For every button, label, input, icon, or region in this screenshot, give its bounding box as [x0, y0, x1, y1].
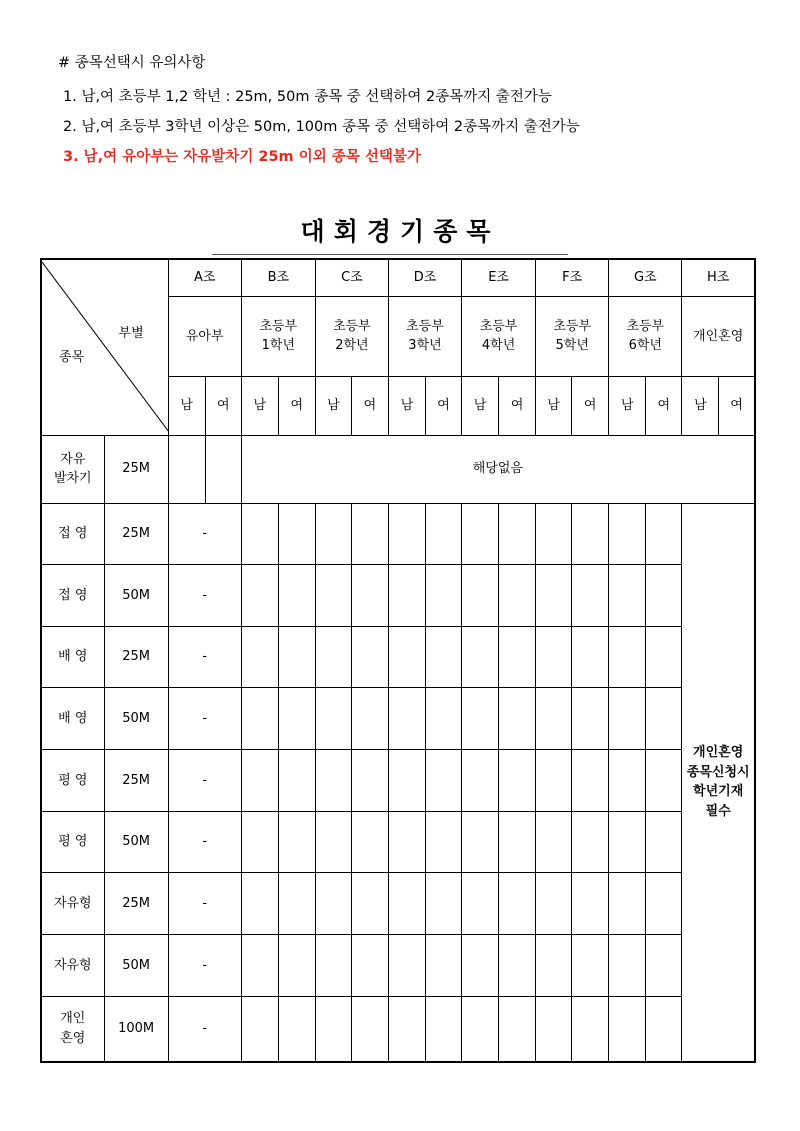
- table-row: [41, 565, 755, 627]
- entry-cell: [205, 435, 241, 503]
- entry-cell: [388, 996, 425, 1062]
- entry-cell: [609, 996, 646, 1062]
- dash-cell: -: [168, 750, 241, 812]
- entry-cell: [241, 565, 278, 627]
- entry-cell: [462, 503, 499, 565]
- entry-cell: [351, 750, 388, 812]
- division-header: [168, 296, 241, 376]
- note-item-warning: 3. 남,여 유아부는 자유발차기 25m 이외 종목 선택불가: [63, 149, 421, 165]
- entry-cell: [388, 503, 425, 565]
- entry-cell: [278, 565, 315, 627]
- entry-cell: [278, 750, 315, 812]
- entry-cell: [609, 626, 646, 688]
- event-distance: 50M: [104, 934, 168, 996]
- entry-cell: [646, 811, 682, 873]
- entry-cell: [351, 873, 388, 935]
- gender-male: 남: [536, 376, 572, 435]
- entry-cell: [462, 626, 499, 688]
- gender-female: 여: [205, 376, 241, 435]
- event-name: [41, 565, 104, 627]
- entry-cell: [241, 688, 278, 750]
- dash-cell: -: [168, 873, 241, 935]
- event-distance: 25M: [104, 503, 168, 565]
- entry-cell: [499, 626, 536, 688]
- group-header: H조: [682, 259, 755, 296]
- event-name-line2: 혼영: [60, 1030, 86, 1046]
- entry-cell: [315, 565, 351, 627]
- table-row: [41, 934, 755, 996]
- entry-cell: [536, 811, 572, 873]
- division-grade: 5학년: [555, 338, 589, 354]
- entry-cell: [351, 503, 388, 565]
- entry-cell: [572, 565, 609, 627]
- event-name: [41, 503, 104, 565]
- entry-cell: [609, 688, 646, 750]
- title-underline: [212, 254, 568, 255]
- entry-cell: [241, 811, 278, 873]
- division-header: [462, 296, 536, 376]
- table-row: [41, 626, 755, 688]
- entry-cell: [241, 750, 278, 812]
- medley-note-cell: [682, 503, 755, 1062]
- entry-cell: [572, 873, 609, 935]
- entry-cell: [241, 503, 278, 565]
- dash-cell: -: [168, 811, 241, 873]
- event-name: [41, 750, 104, 812]
- entry-cell: [388, 565, 425, 627]
- division-grade: 1학년: [261, 338, 295, 354]
- division-axis-label: 부별: [118, 326, 144, 342]
- notes-heading: # 종목선택시 유의사항: [58, 55, 206, 71]
- entry-cell: [499, 565, 536, 627]
- group-header: B조: [241, 259, 315, 296]
- division-header: [388, 296, 461, 376]
- entry-cell: [536, 934, 572, 996]
- entry-cell: [462, 873, 499, 935]
- entry-cell: [315, 503, 351, 565]
- note-item: 2. 남,여 초등부 3학년 이상은 50m, 100m 종목 중 선택하여 2종목까지 출전가능: [63, 119, 580, 135]
- entry-cell: [351, 811, 388, 873]
- event-name-line1: 배 영: [58, 710, 88, 726]
- table-row: [41, 688, 755, 750]
- entry-cell: [536, 565, 572, 627]
- event-distance: 25M: [104, 435, 168, 503]
- division-label: 유아부: [185, 328, 224, 344]
- event-distance: 50M: [104, 565, 168, 627]
- event-name-line1: 접 영: [58, 526, 88, 542]
- gender-female: 여: [278, 376, 315, 435]
- entry-cell: [536, 996, 572, 1062]
- entry-cell: [499, 873, 536, 935]
- gender-male: 남: [682, 376, 719, 435]
- entry-cell: [315, 996, 351, 1062]
- event-name-line1: 접 영: [58, 587, 88, 603]
- entry-cell: [351, 934, 388, 996]
- gender-male: 남: [168, 376, 205, 435]
- entry-cell: [536, 503, 572, 565]
- division-label: 초등부: [479, 318, 518, 334]
- division-label: 초등부: [626, 318, 665, 334]
- gender-female: 여: [499, 376, 536, 435]
- entry-cell: [278, 934, 315, 996]
- entry-cell: [388, 626, 425, 688]
- table-row: [41, 435, 755, 503]
- table-row: [41, 503, 755, 565]
- entry-cell: [499, 996, 536, 1062]
- event-name: [41, 996, 104, 1062]
- entry-cell: [462, 688, 499, 750]
- note-item: 1. 남,여 초등부 1,2 학년 : 25m, 50m 종목 중 선택하여 2종목까지 출전가능: [63, 89, 552, 105]
- entry-cell: [646, 750, 682, 812]
- entry-cell: [388, 934, 425, 996]
- entry-cell: [426, 565, 462, 627]
- event-distance: 25M: [104, 873, 168, 935]
- group-header: E조: [462, 259, 536, 296]
- event-name: [41, 435, 104, 503]
- entry-cell: [609, 565, 646, 627]
- event-name: [41, 873, 104, 935]
- medley-note-line: 필수: [705, 803, 731, 819]
- event-distance: 50M: [104, 811, 168, 873]
- gender-male: 남: [241, 376, 278, 435]
- table-row: [41, 811, 755, 873]
- event-name-line2: 발차기: [53, 471, 92, 487]
- group-header: C조: [315, 259, 388, 296]
- event-name: [41, 934, 104, 996]
- entry-cell: [536, 750, 572, 812]
- division-header: [536, 296, 609, 376]
- entry-cell: [351, 688, 388, 750]
- entry-cell: [426, 503, 462, 565]
- entry-cell: [499, 811, 536, 873]
- entry-cell: [499, 934, 536, 996]
- division-header: [315, 296, 388, 376]
- entry-cell: [278, 688, 315, 750]
- gender-male: 남: [315, 376, 351, 435]
- group-header: G조: [609, 259, 682, 296]
- entry-cell: [388, 811, 425, 873]
- table-row: [41, 873, 755, 935]
- entry-cell: [646, 565, 682, 627]
- entry-cell: [241, 996, 278, 1062]
- event-distance: 100M: [104, 996, 168, 1062]
- event-distance: 25M: [104, 750, 168, 812]
- entry-cell: [462, 565, 499, 627]
- entry-cell: [351, 565, 388, 627]
- division-header: [241, 296, 315, 376]
- entry-cell: [388, 750, 425, 812]
- not-applicable-cell: 해당없음: [241, 435, 755, 503]
- entry-cell: [646, 996, 682, 1062]
- entry-cell: [315, 811, 351, 873]
- event-name: [41, 811, 104, 873]
- division-label: 초등부: [553, 318, 592, 334]
- division-label: 초등부: [259, 318, 298, 334]
- gender-male: 남: [609, 376, 646, 435]
- dash-cell: -: [168, 996, 241, 1062]
- division-label: 초등부: [406, 318, 444, 334]
- entry-cell: [426, 750, 462, 812]
- entry-cell: [426, 873, 462, 935]
- entry-cell: [499, 503, 536, 565]
- entry-cell: [499, 750, 536, 812]
- entry-cell: [646, 503, 682, 565]
- event-name-line1: 평 영: [58, 772, 88, 788]
- entry-cell: [572, 626, 609, 688]
- gender-female: 여: [351, 376, 388, 435]
- entry-cell: [241, 934, 278, 996]
- dash-cell: -: [168, 503, 241, 565]
- table-row: [41, 996, 755, 1062]
- entry-cell: [315, 626, 351, 688]
- dash-cell: -: [168, 565, 241, 627]
- entry-cell: [315, 873, 351, 935]
- entry-cell: [572, 503, 609, 565]
- entry-cell: [278, 996, 315, 1062]
- event-name-line1: 평 영: [58, 834, 88, 850]
- event-name: [41, 626, 104, 688]
- entry-cell: [426, 688, 462, 750]
- medley-note-line: 개인혼영: [693, 745, 744, 761]
- entry-cell: [572, 688, 609, 750]
- entry-cell: [536, 688, 572, 750]
- gender-female: 여: [719, 376, 755, 435]
- entry-cell: [609, 750, 646, 812]
- entry-cell: [278, 503, 315, 565]
- dash-cell: -: [168, 934, 241, 996]
- entry-cell: [572, 996, 609, 1062]
- entry-cell: [646, 688, 682, 750]
- event-name-line1: 배 영: [58, 649, 88, 665]
- entry-cell: [315, 688, 351, 750]
- entry-cell: [278, 626, 315, 688]
- page-title: 대회경기종목: [300, 217, 500, 246]
- table-row: [41, 750, 755, 812]
- entry-cell: [426, 934, 462, 996]
- entry-cell: [315, 934, 351, 996]
- event-axis-label: 종목: [59, 350, 85, 366]
- entry-cell: [168, 435, 205, 503]
- entry-cell: [388, 688, 425, 750]
- corner-diagonal: [42, 262, 169, 432]
- medley-note-line: 종목신청시: [686, 764, 750, 780]
- entry-cell: [572, 750, 609, 812]
- division-grade: 6학년: [628, 338, 662, 354]
- entry-cell: [609, 503, 646, 565]
- event-distance: 25M: [104, 626, 168, 688]
- division-header: [609, 296, 682, 376]
- division-grade: 4학년: [481, 338, 516, 354]
- event-name-line1: 자유형: [53, 957, 92, 973]
- entry-cell: [351, 626, 388, 688]
- division-label: 개인혼영: [693, 328, 744, 344]
- entry-cell: [241, 873, 278, 935]
- entry-cell: [426, 811, 462, 873]
- event-name-line1: 개인: [60, 1011, 86, 1027]
- dash-cell: -: [168, 688, 241, 750]
- gender-female: 여: [572, 376, 609, 435]
- entry-cell: [388, 873, 425, 935]
- entry-cell: [462, 811, 499, 873]
- division-header: [682, 296, 755, 376]
- entry-cell: [536, 626, 572, 688]
- entry-cell: [609, 811, 646, 873]
- entry-cell: [462, 750, 499, 812]
- entry-cell: [462, 934, 499, 996]
- event-distance: 50M: [104, 688, 168, 750]
- group-header: A조: [168, 259, 241, 296]
- entry-cell: [351, 996, 388, 1062]
- event-name-line1: 자유: [60, 451, 86, 467]
- entry-cell: [609, 934, 646, 996]
- entry-cell: [315, 750, 351, 812]
- gender-male: 남: [462, 376, 499, 435]
- entry-cell: [609, 873, 646, 935]
- division-label: 초등부: [333, 318, 371, 334]
- entry-cell: [646, 934, 682, 996]
- entry-cell: [278, 811, 315, 873]
- group-row: [41, 259, 755, 296]
- entry-cell: [426, 996, 462, 1062]
- group-header: F조: [536, 259, 609, 296]
- medley-note-line: 학년기재: [693, 784, 744, 800]
- entry-cell: [426, 626, 462, 688]
- entry-cell: [646, 626, 682, 688]
- group-header: D조: [388, 259, 461, 296]
- gender-male: 남: [388, 376, 425, 435]
- division-grade: 3학년: [408, 338, 442, 354]
- entry-cell: [646, 873, 682, 935]
- gender-female: 여: [646, 376, 682, 435]
- event-name: [41, 688, 104, 750]
- event-name-line1: 자유형: [53, 895, 92, 911]
- dash-cell: -: [168, 626, 241, 688]
- entry-cell: [536, 873, 572, 935]
- header-corner: [41, 259, 168, 435]
- entry-cell: [572, 934, 609, 996]
- entry-cell: [241, 626, 278, 688]
- entry-cell: [278, 873, 315, 935]
- gender-female: 여: [426, 376, 462, 435]
- entry-cell: [572, 811, 609, 873]
- entry-cell: [499, 688, 536, 750]
- entry-cell: [462, 996, 499, 1062]
- division-grade: 2학년: [335, 338, 369, 354]
- event-table: [40, 258, 756, 1063]
